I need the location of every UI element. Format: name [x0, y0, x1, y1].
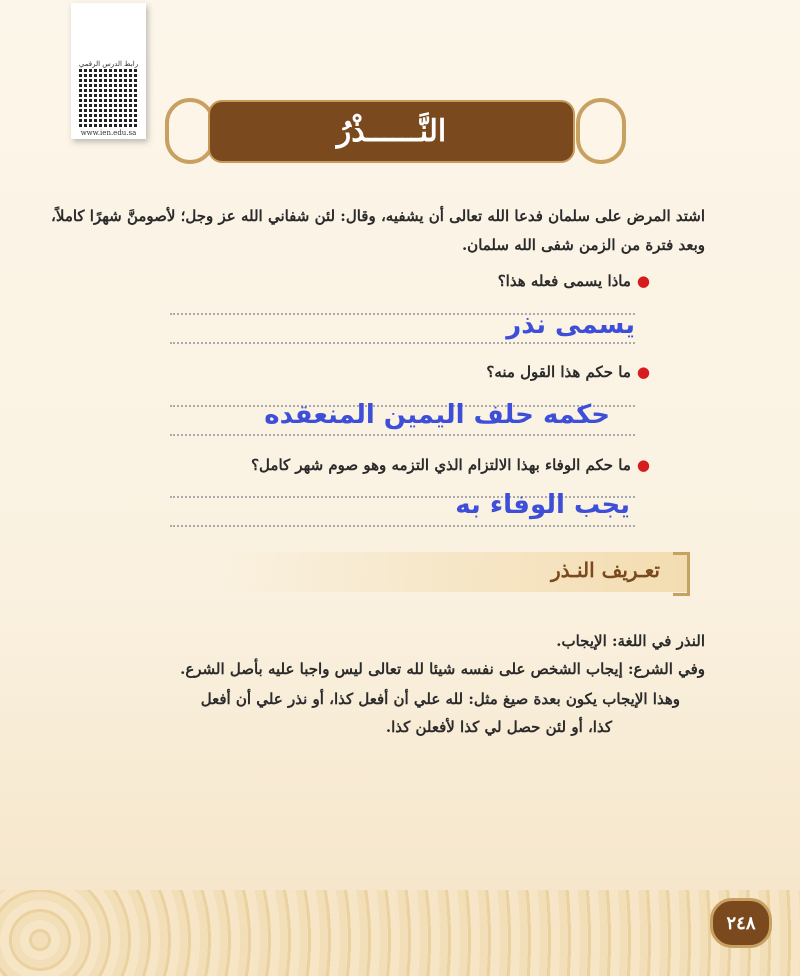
bullet-icon: ● — [636, 272, 650, 290]
page-number: ٢٤٨ — [710, 898, 772, 948]
qr-url[interactable]: www.ien.edu.sa — [80, 129, 137, 137]
answer-line — [170, 525, 635, 527]
question-3 — [251, 456, 650, 474]
bullet-icon: ● — [636, 363, 650, 381]
bracket-ornament — [673, 552, 690, 596]
section-header — [215, 552, 690, 592]
definition-line-3: وهذا الإيجاب يكون بعدة صيغ مثل: لله علي أن أفعل كذا، أو نذر علي أن أفعل — [200, 690, 680, 708]
bullet-icon: ● — [636, 456, 650, 474]
qr-code[interactable] — [79, 69, 137, 127]
qr-caption: رابط الدرس الرقمي — [78, 60, 139, 68]
definition-line-2: وفي الشرع: إيجاب الشخص على نفسه شيئا لله تعالى ليس واجبا عليه بأصل الشرع. — [180, 660, 705, 678]
answer-1[interactable]: يسمى نذر — [506, 310, 635, 340]
lesson-title: النَّــــــذْرُ — [208, 100, 575, 163]
answer-2[interactable]: حكمه حلف اليمين المنعقده — [264, 400, 610, 430]
question-text: ما حكم الوفاء بهذا الالتزام الذي التزمه وهو صوم شهر كامل؟ — [251, 456, 631, 474]
intro-line-2: وبعد فترة من الزمن شفى الله سلمان. — [461, 236, 705, 254]
question-text: ما حكم هذا القول منه؟ — [486, 363, 631, 381]
answer-line — [170, 342, 635, 344]
footer-ornament — [0, 890, 800, 976]
right-ornament — [576, 98, 626, 164]
answer-line — [170, 434, 635, 436]
question-2 — [486, 363, 650, 381]
section-title: تعـريف النـذر — [550, 558, 660, 582]
definition-line-4: كذا، أو لئن حصل لي كذا لأفعلن كذا. — [385, 718, 612, 736]
question-1 — [498, 272, 650, 290]
qr-card[interactable] — [71, 3, 146, 139]
intro-line-1: اشتد المرض على سلمان فدعا الله تعالى أن يشفيه، وقال: لئن شفاني الله عز وجل؛ لأصومنَّ شهرًا كاملاً، — [51, 207, 705, 225]
question-text: ماذا يسمى فعله هذا؟ — [497, 272, 631, 290]
answer-3[interactable]: يجب الوفاء به — [455, 490, 630, 520]
definition-line-1: النذر في اللغة: الإيجاب. — [556, 632, 705, 650]
